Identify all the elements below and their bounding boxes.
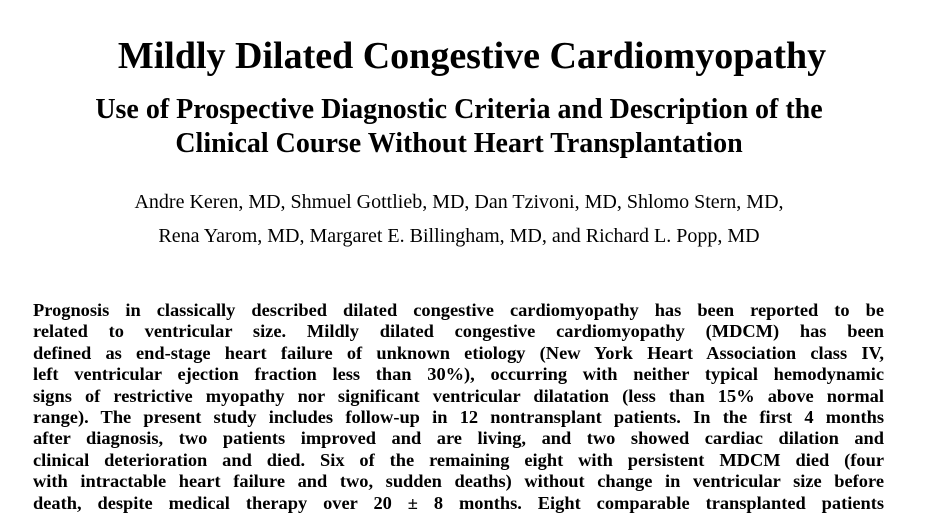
author-list-line-2: Rena Yarom, MD, Margaret E. Billingham, MD, and Richard L. Popp, MD (158, 225, 760, 247)
abstract-line: defined as end-stage heart failure of unknown etiology (New York Heart Association class IV, (33, 342, 884, 363)
abstract-line: signs of restrictive myopathy nor significant ventricular dilatation (less than 15% above normal (33, 385, 884, 406)
abstract-line: death, despite medical therapy over 20 ± 8 months. Eight comparable transplanted patients (33, 492, 884, 513)
abstract-line: range). The present study includes follow-up in 12 nontransplant patients. In the first 4 months (33, 406, 884, 427)
author-list-line-1: Andre Keren, MD, Shmuel Gottlieb, MD, Dan Tzivoni, MD, Shlomo Stern, MD, (134, 191, 784, 213)
abstract-line: after diagnosis, two patients improved and are living, and two showed cardiac dilation and (33, 428, 884, 449)
abstract-line: with intractable heart failure and two, sudden deaths) without change in ventricular size before (33, 471, 884, 492)
abstract-line: left ventricular ejection fraction less than 30%), occurring with neither typical hemodynamic (33, 364, 884, 385)
article-subtitle-line-2: Clinical Course Without Heart Transplantation (175, 128, 743, 159)
abstract (33, 300, 884, 514)
abstract-line: clinical deterioration and died. Six of the remaining eight with persistent MDCM died (four (33, 449, 884, 470)
article-title: Mildly Dilated Congestive Cardiomyopathy (117, 35, 827, 77)
article-subtitle-line-1: Use of Prospective Diagnostic Criteria and Description of the (95, 94, 823, 125)
abstract-line: related to ventricular size. Mildly dilated congestive cardiomyopathy (MDCM) has been (33, 321, 884, 342)
abstract-line: Prognosis in classically described dilated congestive cardiomyopathy has been reported to be (33, 300, 884, 320)
